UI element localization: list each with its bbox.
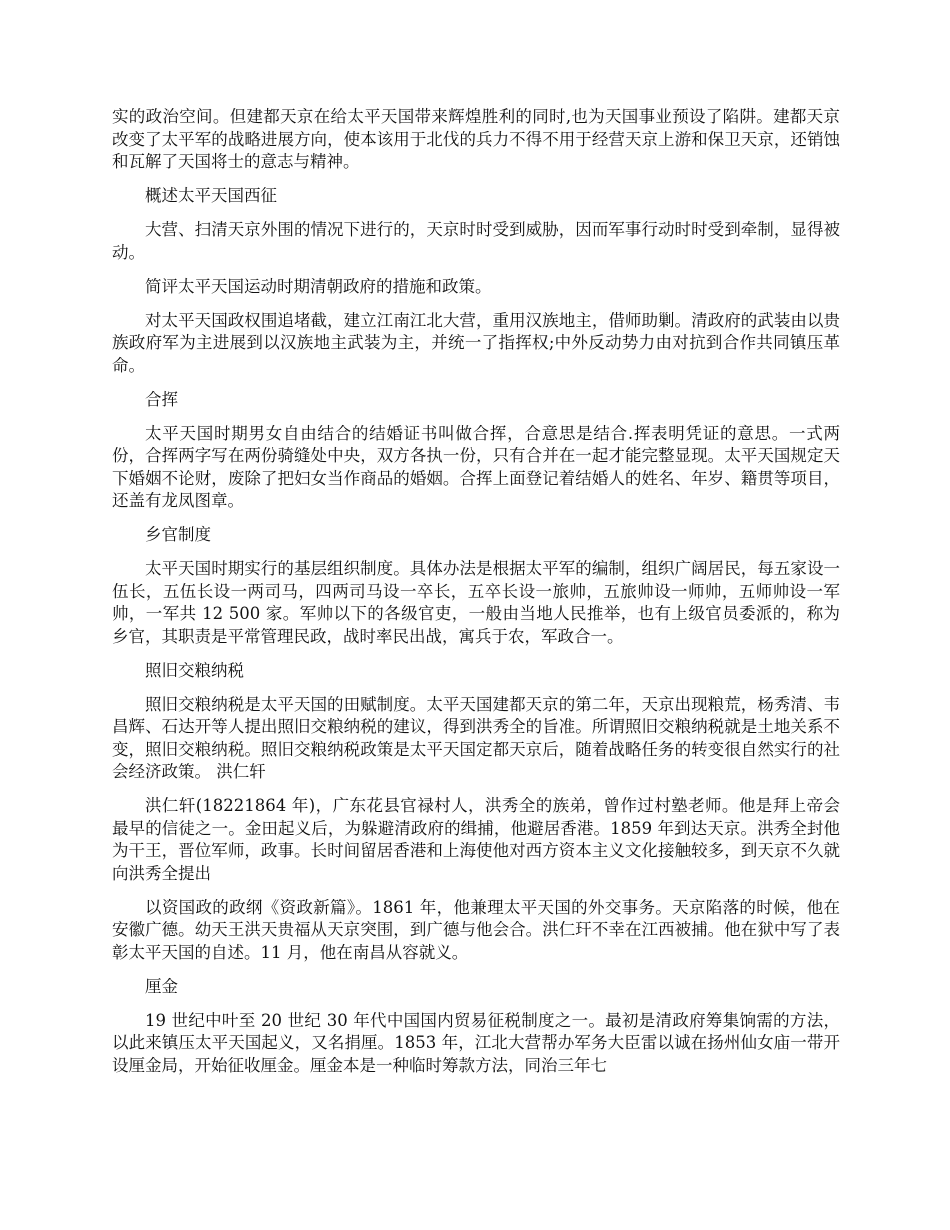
heading-xiangguan-system: 乡官制度: [145, 525, 211, 544]
paragraph-intro: 实的政治空间。但建都天京在给太平天国带来辉煌胜利的同时,也为天国事业预设了陷阱。建都天京改变了太平军的战略进展方向，使本该用于北伐的兵力不得不用于经营天京上游和保卫天京，还销蚀和瓦解了天国将士的意志与精神。: [112, 107, 840, 171]
paragraph-lijin: 19 世纪中叶至 20 世纪 30 年代中国国内贸易征税制度之一。最初是清政府筹集饷需的方法，以此来镇压太平天国起义，又名捐厘。1853 年，江北大营帮办军务大臣雷以诚在扬州仙女庙一带开设厘金局，开始征收厘金。厘金本是一种临时筹款方法，同治三年七: [112, 1010, 840, 1075]
paragraph-qing-policies: 对太平天国政权围追堵截，建立江南江北大营，重用汉族地主，借师助剿。清政府的武装由以贵族政府军为主进展到以汉族地主武装为主，并统一了指挥权;中外反动势力由对抗到合作共同镇压革命。: [112, 310, 840, 375]
document-body: [112, 106, 840, 1089]
paragraph-western-expedition: 大营、扫清天京外围的情况下进行的，天京时时受到威胁，因而军事行动时时受到牵制，显得被动。: [112, 220, 840, 262]
paragraph-tax-policy: 照旧交粮纳税是太平天国的田赋制度。太平天国建都天京的第二年，天京出现粮荒，杨秀清、韦昌辉、石达开等人提出照旧交粮纳税的建议，得到洪秀全的旨准。所谓照旧交粮纳税就是土地关系不变，照旧交粮纳税。照旧交粮纳税政策是太平天国定都天京后，随着战略任务的转变很自然实行的社会经济政策。 洪仁轩: [112, 694, 840, 781]
heading-qing-policies: 简评太平天国运动时期清朝政府的措施和政策。: [145, 276, 492, 296]
heading-western-expedition: 概述太平天国西征: [145, 186, 277, 205]
heading-lijin: 厘金: [145, 976, 178, 996]
paragraph-xiangguan-system: 太平天国时期实行的基层组织制度。具体办法是根据太平军的编制，组织广阔居民，每五家设一伍长，五伍长设一两司马，四两司马设一卒长，五卒长设一旅帅，五旅帅设一师帅，五师帅设一军帅，一军共 12 500 家。军帅以下的各级官吏，一般由当地人民推举，也有上级官员委派的，称为乡官，其职责是平常管理民政，战时率民出战，寓兵于农，军政合一。: [112, 559, 840, 646]
heading-tax-policy: 照旧交粮纳税: [145, 660, 244, 680]
paragraph-hehui: 太平天国时期男女自由结合的结婚证书叫做合挥，合意思是结合.挥表明凭证的意思。一式两份，合挥两字写在两份骑缝处中央，双方各执一份，只有合并在一起才能完整显现。太平天国规定天下婚姻不论财，废除了把妇女当作商品的婚姻。合挥上面登记着结婚人的姓名、年岁、籍贯等项目，还盖有龙凤图章。: [112, 423, 840, 510]
heading-hehui: 合挥: [145, 389, 178, 409]
paragraph-zizheng-xinpian: 以资国政的政纲《资政新篇》。1861 年，他兼理太平天国的外交事务。天京陷落的时候，他在安徽广德。幼天王洪天贵福从天京突围，到广德与他会合。洪仁玕不幸在江西被捕。他在狱中写了表彰太平天国的自述。11 月，他在南昌从容就义。: [112, 897, 840, 962]
paragraph-hong-renxuan: 洪仁轩(18221864 年)，广东花县官禄村人，洪秀全的族弟，曾作过村塾老师。他是拜上帝会最早的信徒之一。金田起义后，为躲避清政府的缉捕，他避居香港。1859 年到达天京。洪秀全封他为干王，晋位军师，政事。长时间留居香港和上海使他对西方资本主义文化接触较多，到天京不久就向洪秀全提出: [112, 796, 840, 883]
